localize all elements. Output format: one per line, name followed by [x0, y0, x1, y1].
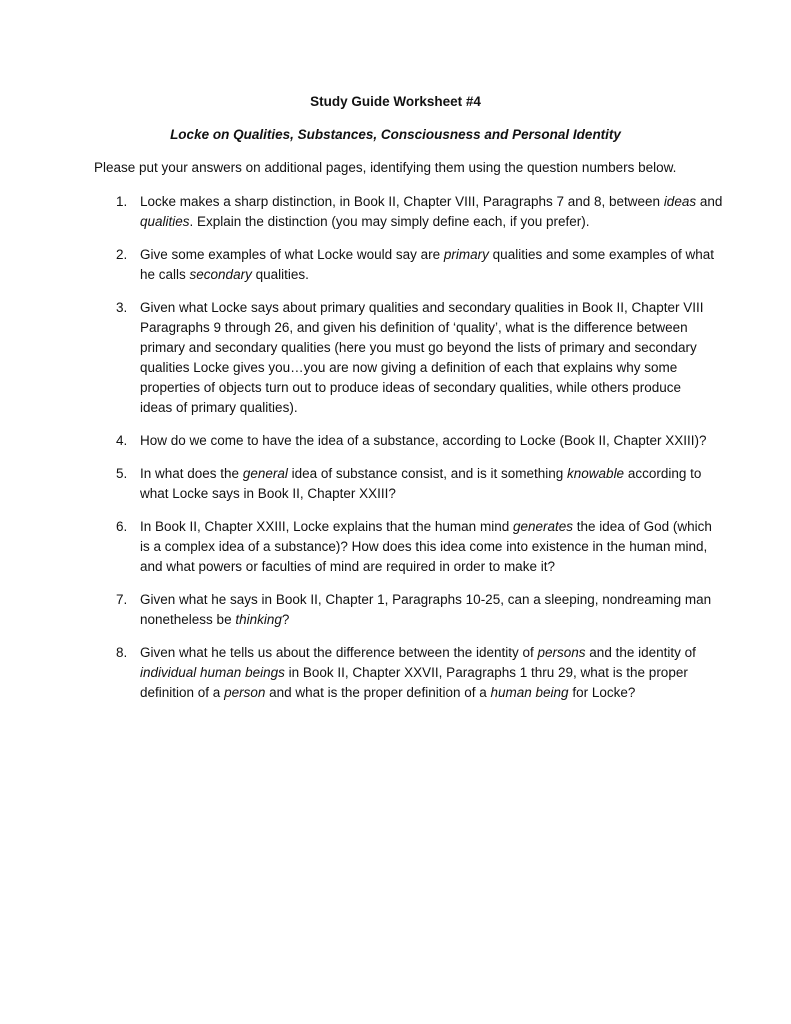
emphasized-term: secondary [189, 267, 252, 282]
question-text-segment: Paragraphs 9 through 26, and given his definition of ‘quality’, what is the difference between [140, 320, 688, 335]
question-text-segment: idea of substance consist, and is it something [287, 466, 568, 481]
question-text-segment: Given what he says in Book II, Chapter 1, Paragraphs 10-25, can a sleeping, nondreaming man [140, 592, 712, 607]
question-text [140, 431, 707, 451]
question-text [140, 643, 700, 703]
emphasized-term: general [242, 466, 288, 481]
question-text-segment: qualities. [251, 267, 309, 282]
question-item [0, 245, 715, 285]
emphasized-term: person [224, 685, 266, 700]
question-line [140, 245, 715, 265]
question-line [140, 464, 700, 484]
question-line [140, 431, 707, 451]
instructions-text: Please put your answers on additional pages, identifying them using the question numbers below. [94, 160, 677, 175]
question-number: 4. [116, 433, 128, 448]
page-title: Study Guide Worksheet #4 [310, 94, 481, 109]
question-line [140, 212, 700, 232]
question-text-segment: the idea of God (which [573, 519, 712, 534]
question-text-segment: Give some examples of what Locke would say are [140, 247, 444, 262]
question-text-segment: in Book II, Chapter XXVII, Paragraphs 1 thru 29, what is the proper [284, 665, 688, 680]
question-line [140, 265, 700, 285]
question-line [140, 537, 708, 557]
question-text-segment: nonetheless be [140, 612, 236, 627]
question-line [140, 610, 700, 630]
question-text-segment: . Explain the distinction (you may simply define each, if you prefer). [189, 214, 590, 229]
question-text-segment: properties of objects turn out to produce ideas of secondary qualities, while others produce [140, 380, 682, 395]
question-line [140, 517, 712, 537]
question-line [140, 338, 700, 358]
question-text-segment: Given what Locke says about primary qualities and secondary qualities in Book II, Chapter VIII [140, 300, 704, 315]
question-text-segment: In what does the [140, 466, 243, 481]
question-line [140, 318, 700, 338]
question-line [140, 590, 712, 610]
question-text [140, 245, 715, 285]
question-number: 2. [116, 247, 128, 262]
question-text-segment: and what powers or faculties of mind are required in order to make it? [140, 559, 555, 574]
emphasized-term: human being [490, 685, 569, 700]
question-text-segment: Given what he tells us about the difference between the identity of [140, 645, 538, 660]
question-item [0, 464, 700, 504]
question-text-segment: he calls [140, 267, 190, 282]
question-line [140, 192, 723, 212]
question-line [140, 358, 700, 378]
question-item [0, 298, 704, 418]
question-line [140, 298, 704, 318]
question-line [140, 378, 700, 398]
question-text-segment: what Locke says in Book II, Chapter XXIII? [140, 486, 396, 501]
question-item [0, 517, 712, 577]
question-line [140, 663, 700, 683]
question-line [140, 643, 700, 663]
emphasized-term: persons [537, 645, 586, 660]
question-line [140, 557, 700, 577]
question-text-segment: and what is the proper definition of a [265, 685, 491, 700]
question-text [140, 590, 712, 630]
question-number: 1. [116, 194, 128, 209]
question-text [140, 517, 712, 577]
question-text-segment: and the identity of [585, 645, 696, 660]
question-text-segment: ? [281, 612, 290, 627]
question-item [0, 192, 723, 232]
emphasized-term: qualities [140, 214, 190, 229]
question-item [0, 590, 712, 630]
question-text-segment: In Book II, Chapter XXIII, Locke explains that the human mind [140, 519, 513, 534]
question-text [140, 192, 723, 232]
question-text-segment: Locke makes a sharp distinction, in Book II, Chapter VIII, Paragraphs 7 and 8, between [140, 194, 664, 209]
question-text-segment: definition of a [140, 685, 225, 700]
emphasized-term: thinking [235, 612, 282, 627]
question-number: 7. [116, 592, 128, 607]
question-item [0, 643, 700, 703]
question-text-segment: for Locke? [568, 685, 636, 700]
question-number: 3. [116, 300, 128, 315]
question-text-segment: qualities Locke gives you…you are now giving a definition of each that explains why some [140, 360, 678, 375]
question-number: 5. [116, 466, 128, 481]
question-text-segment: is a complex idea of a substance)? How does this idea come into existence in the human mind, [140, 539, 708, 554]
question-list [0, 192, 791, 716]
question-text-segment: How do we come to have the idea of a substance, according to Locke (Book II, Chapter XXIII)? [140, 433, 707, 448]
emphasized-term: ideas [663, 194, 697, 209]
emphasized-term: individual human beings [140, 665, 285, 680]
question-line [140, 683, 700, 703]
emphasized-term: primary [443, 247, 489, 262]
emphasized-term: generates [512, 519, 574, 534]
question-text-segment: qualities and some examples of what [488, 247, 715, 262]
emphasized-term: knowable [567, 466, 625, 481]
question-line [140, 398, 700, 418]
question-text-segment: ideas of primary qualities). [140, 400, 298, 415]
question-item [0, 431, 707, 451]
question-text-segment: primary and secondary qualities (here you must go beyond the lists of primary and secondary [140, 340, 697, 355]
question-number: 8. [116, 645, 128, 660]
question-text-segment: and [696, 194, 723, 209]
question-text-segment: according to [624, 466, 702, 481]
question-line [140, 484, 700, 504]
question-text [140, 298, 704, 418]
page-subtitle: Locke on Qualities, Substances, Consciousness and Personal Identity [170, 127, 621, 142]
question-number: 6. [116, 519, 128, 534]
question-text [140, 464, 700, 504]
